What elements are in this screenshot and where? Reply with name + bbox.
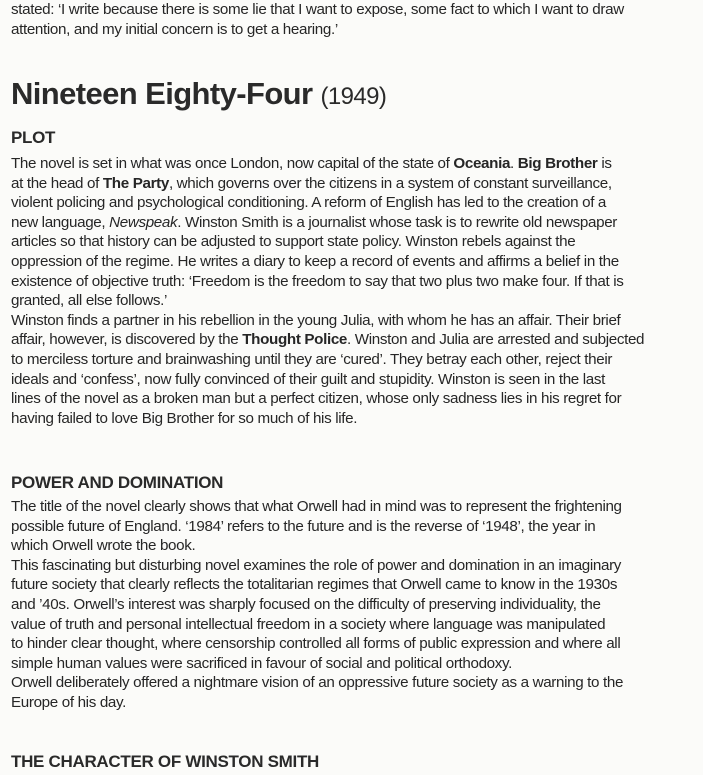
text-line (11, 20, 699, 40)
book-title (11, 76, 386, 112)
text-segment: having failed to love Big Brother for so much of his life. (11, 409, 358, 427)
text-segment: at the head of (11, 174, 103, 192)
text-segment: existence of objective truth: ‘Freedom is the freedom to say that two plus two make four. If that is (11, 272, 624, 290)
bold-term: Oceania (453, 155, 511, 172)
italic-term: Newspeak (109, 213, 178, 231)
text-segment: possible future of England. ‘1984’ refers to the future and is the reverse of ‘1948’, the year in (11, 517, 596, 535)
intro-paragraph (11, 0, 699, 39)
text-line (11, 615, 699, 635)
text-segment: . Winston Smith is a journalist whose task is to rewrite old newspaper (177, 213, 618, 231)
text-line (11, 673, 699, 693)
text-segment: Winston finds a partner in his rebellion in the young Julia, with whom he has an affair. Their brief (11, 311, 621, 329)
text-segment: future society that clearly reflects the totalitarian regimes that Orwell came to know in the 1930s (11, 576, 618, 594)
text-line (11, 654, 699, 674)
text-line (11, 232, 699, 252)
text-line (11, 291, 699, 311)
text-line (11, 370, 699, 390)
text-line (11, 213, 699, 233)
text-segment: oppression of the regime. He writes a diary to keep a record of events and affirms a belief in the (11, 252, 619, 270)
bold-term: Big Brother (517, 155, 598, 172)
power-paragraph (11, 497, 699, 713)
text-line (11, 595, 699, 615)
text-segment: articles so that history can be adjusted to support state policy. Winston rebels against the (11, 233, 576, 251)
text-line (11, 0, 699, 20)
text-segment: , which governs over the citizens in a system of constant surveillance, (168, 174, 612, 192)
text-segment: . (510, 155, 518, 172)
text-segment: The title of the novel clearly shows that what Orwell had in mind was to represent the frightening (11, 498, 622, 515)
text-line (11, 389, 699, 409)
text-line (11, 497, 699, 517)
text-segment: and ’40s. Orwell’s interest was sharply focused on the difficulty of preserving individuality, the (11, 595, 601, 613)
text-line (11, 272, 699, 292)
text-line (11, 409, 699, 429)
text-segment: to hinder clear thought, where censorship controlled all forms of public expression and where all (11, 635, 621, 653)
plot-paragraph (11, 154, 699, 428)
text-line (11, 517, 699, 537)
text-segment: violent policing and psychological conditioning. A reform of English has led to the creation of a (11, 194, 607, 212)
text-line (11, 536, 699, 556)
text-line (11, 693, 699, 713)
text-segment: ideals and ‘confess’, now fully convinced of their guilt and stupidity. Winston is seen in the last (11, 370, 605, 388)
text-segment: stated: ‘I write because there is some lie that I want to expose, some fact to which I want to draw (11, 1, 624, 18)
text-segment: to merciless torture and brainwashing until they are ‘cured’. They betray each other, reject their (11, 350, 613, 368)
text-line (11, 634, 699, 654)
text-line (11, 154, 699, 174)
text-segment: granted, all else follows.’ (11, 292, 168, 310)
text-segment: is (597, 155, 612, 172)
text-line (11, 311, 699, 331)
plot-heading: PLOT (11, 128, 56, 147)
text-segment: . Winston and Julia are arrested and subjected (347, 331, 645, 349)
text-segment: affair, however, is discovered by the (11, 331, 243, 349)
text-segment: attention, and my initial concern is to get a hearing.’ (11, 20, 338, 38)
text-segment: Orwell deliberately offered a nightmare vision of an oppressive future society as a warning to the (11, 674, 624, 692)
text-segment: lines of the novel as a broken man but a perfect citizen, whose only sadness lies in his regret for (11, 390, 622, 408)
text-segment: new language, (11, 213, 110, 231)
text-line (11, 330, 699, 350)
text-line (11, 350, 699, 370)
text-line (11, 556, 699, 576)
book-title-text: Nineteen Eighty-Four (11, 76, 313, 111)
character-heading: THE CHARACTER OF WINSTON SMITH (11, 752, 320, 771)
text-segment: which Orwell wrote the book. (11, 537, 196, 555)
text-line (11, 252, 699, 272)
text-line (11, 193, 699, 213)
text-line (11, 174, 699, 194)
text-segment: This fascinating but disturbing novel examines the role of power and domination in an imaginary (11, 556, 622, 574)
text-segment: The novel is set in what was once London, now capital of the state of (11, 155, 454, 172)
text-line (11, 575, 699, 595)
text-segment: Europe of his day. (11, 693, 126, 711)
text-segment: simple human values were sacrificed in favour of social and political orthodoxy. (11, 654, 513, 672)
book-year: (1949) (320, 83, 387, 110)
bold-term: The Party (102, 174, 169, 192)
text-segment: value of truth and personal intellectual freedom in a society where language was manipulated (11, 615, 606, 633)
power-heading: POWER AND DOMINATION (11, 473, 224, 492)
bold-term: Thought Police (242, 331, 348, 349)
